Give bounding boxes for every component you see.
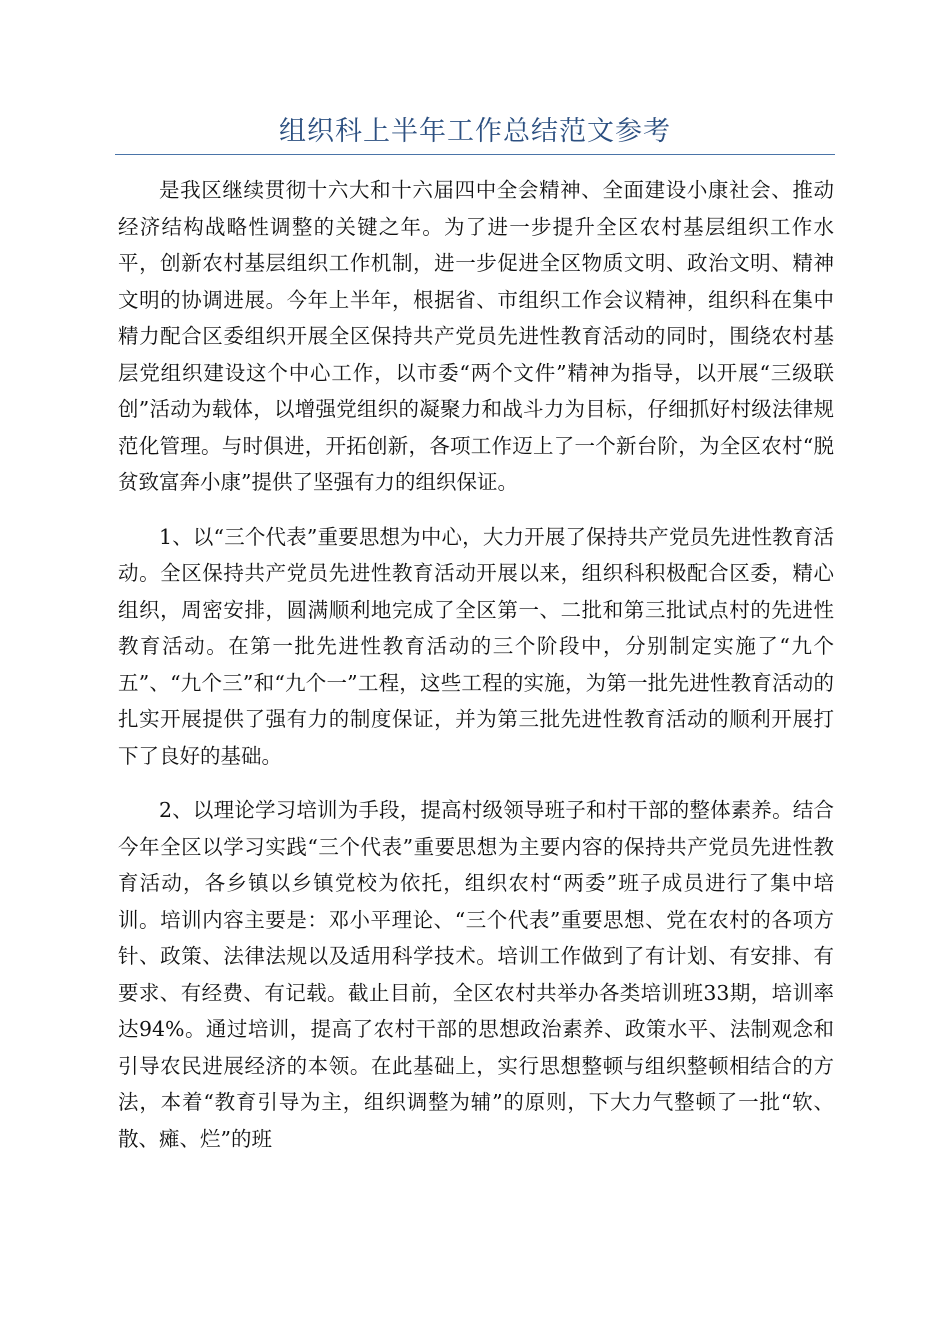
- document-title: 组织科上半年工作总结范文参考: [279, 116, 671, 147]
- document-body: [118, 172, 834, 1175]
- section-1-paragraph: 1、以“三个代表”重要思想为中心，大力开展了保持共产党员先进性教育活动。全区保持共产党员先进性教育活动开展以来，组织科积极配合区委，精心组织，周密安排，圆满顺利地完成了全区第一、二批和第三批试点村的先进性教育活动。在第一批先进性教育活动的三个阶段中，分别制定实施了“九个五”、“九个三”和“九个一”工程，这些工程的实施，为第一批先进性教育活动的扎实开展提供了强有力的制度保证，并为第三批先进性教育活动的顺利开展打下了良好的基础。: [118, 524, 834, 768]
- title-underline: [115, 154, 835, 155]
- section-2-paragraph: 2、以理论学习培训为手段，提高村级领导班子和村干部的整体素养。结合今年全区以学习实践“三个代表”重要思想为主要内容的保持共产党员先进性教育活动，各乡镇以乡镇党校为依托，组织农村“两委”班子成员进行了集中培训。培训内容主要是：邓小平理论、“三个代表”重要思想、党在农村的各项方针、政策、法律法规以及适用科学技术。培训工作做到了有计划、有安排、有要求、有经费、有记载。截止目前，全区农村共举办各类培训班33期，培训率达94%。通过培训，提高了农村干部的思想政治素养、政策水平、法制观念和引导农民进展经济的本领。在此基础上，实行思想整顿与组织整顿相结合的方法，本着“教育引导为主，组织调整为辅”的原则，下大力气整顿了一批“软、散、瘫、烂”的班: [118, 798, 834, 1151]
- intro-paragraph: 是我区继续贯彻十六大和十六届四中全会精神、全面建设小康社会、推动经济结构战略性调整的关键之年。为了进一步提升全区农村基层组织工作水平，创新农村基层组织工作机制，进一步促进全区物质文明、政治文明、精神文明的协调进展。今年上半年，根据省、市组织工作会议精神，组织科在集中精力配合区委组织开展全区保持共产党员先进性教育活动的同时，围绕农村基层党组织建设这个中心工作，以市委“两个文件”精神为指导，以开展“三级联创”活动为载体，以增强党组织的凝聚力和战斗力为目标，仔细抓好村级法律规范化管理。与时俱进，开拓创新，各项工作迈上了一个新台阶，为全区农村“脱贫致富奔小康”提供了坚强有力的组织保证。: [118, 178, 834, 494]
